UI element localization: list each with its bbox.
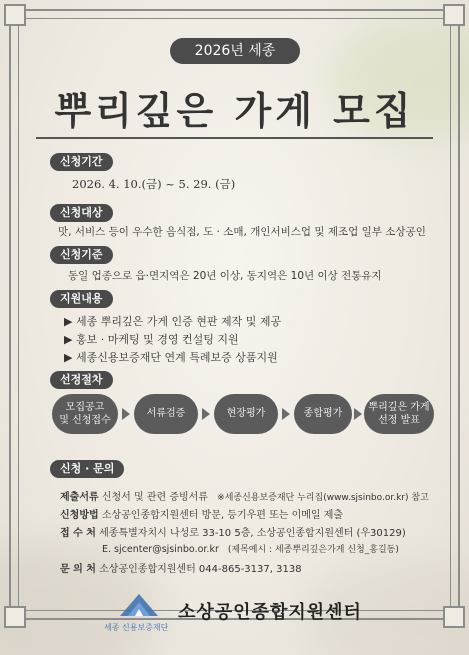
contact-address: 접 수 처 세종특별자치시 나성로 33-10 5층, 소상공인종합지원센터 (우30129): [60, 528, 406, 539]
section-label-criteria: 신청기준: [50, 246, 113, 264]
arrow-right-icon: [354, 408, 362, 420]
year-badge: 2026년 세종: [170, 38, 300, 64]
support-item: ▶ 세종 뿌리깊은 가게 인증 현판 제작 및 제공: [64, 315, 282, 328]
process-step: 서류검증: [134, 394, 198, 434]
support-item: ▶ 홍보 · 마케팅 및 경영 컨설팅 지원: [64, 333, 239, 346]
contact-phone: 문 의 처 소상공인종합지원센터 044-865-3137, 3138: [60, 564, 302, 575]
frame-corner: [443, 4, 465, 26]
foundation-logo-text: 세종 신용보증재단: [104, 623, 169, 632]
target-text: 맛, 서비스 등이 우수한 음식점, 도 · 소매, 개인서비스업 및 제조업 일부 소상공인: [58, 226, 426, 238]
process-step: 모집공고 및 신청접수: [52, 394, 118, 434]
page-title: 뿌리깊은 가게 모집: [54, 88, 415, 133]
criteria-text: 동일 업종으로 읍·면지역은 20년 이상, 동지역은 10년 이상 전통유지: [68, 270, 382, 282]
title-divider: [36, 137, 433, 139]
section-label-contact: 신청 · 문의: [50, 460, 124, 478]
arrow-right-icon: [202, 408, 210, 420]
contact-method: 신청방법 소상공인종합지원센터 방문, 등기우편 또는 이메일 제출: [60, 510, 344, 521]
section-label-target: 신청대상: [50, 204, 113, 222]
process-step: 현장평가: [214, 394, 278, 434]
arrow-right-icon: [122, 408, 130, 420]
process-step: 종합평가: [294, 394, 352, 434]
organization-name: 소상공인종합지원센터: [178, 602, 362, 623]
contact-email: E. sjcenter@sjsinbo.or.kr (제목예시 : 세종뿌리깊은가게 신청_홍길동): [102, 544, 399, 555]
frame-corner: [4, 4, 26, 26]
section-label-support: 지원내용: [50, 290, 113, 308]
support-item: ▶ 세종신용보증재단 연계 특례보증 상품지원: [64, 351, 278, 364]
foundation-logo-icon: [116, 590, 162, 620]
frame-corner: [443, 606, 465, 628]
section-label-period: 신청기간: [50, 153, 113, 171]
period-text: 2026. 4. 10.(금) ~ 5. 29. (금): [72, 177, 236, 191]
arrow-right-icon: [282, 408, 290, 420]
frame-corner: [4, 606, 26, 628]
contact-docs: 제출서류 신청서 및 관련 증빙서류 ※세종신용보증재단 누리집(www.sjsinbo.or.kr) 참고: [60, 492, 429, 503]
section-label-process: 선정절차: [50, 371, 113, 389]
process-step: 뿌리깊은 가게 선정 발표: [364, 394, 434, 434]
